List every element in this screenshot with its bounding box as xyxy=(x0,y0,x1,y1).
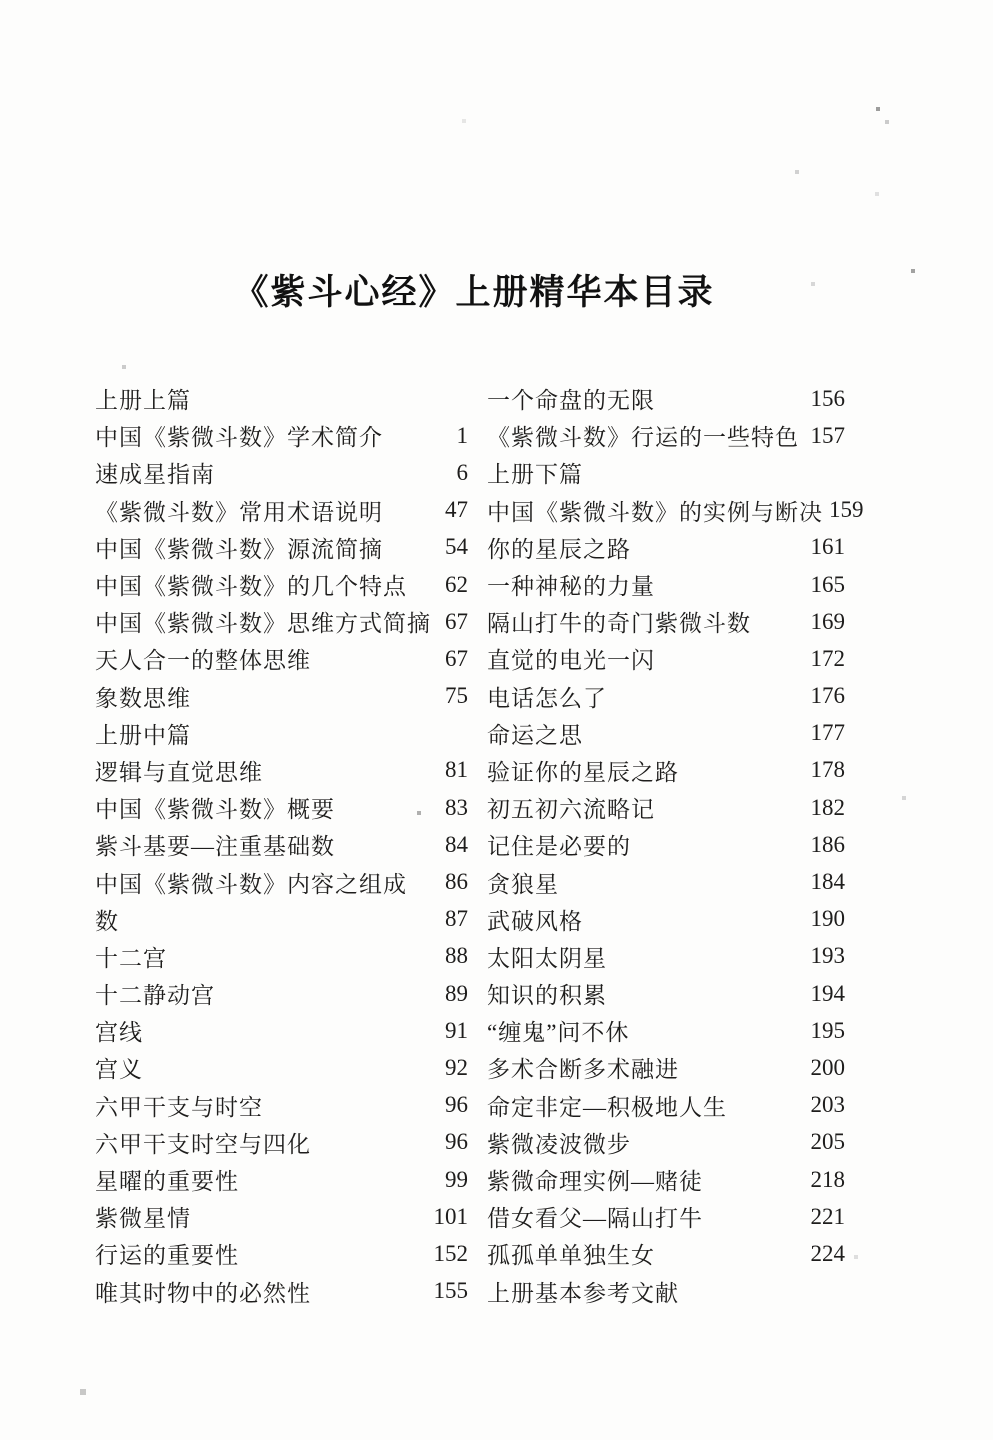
toc-entry-page-number: 152 xyxy=(433,1240,468,1266)
toc-entry-page-number: 172 xyxy=(810,645,845,671)
toc-entry-page-number: 161 xyxy=(810,534,845,560)
toc-entry xyxy=(487,678,845,715)
toc-entry xyxy=(95,901,468,938)
toc-entry xyxy=(487,603,845,640)
toc-entry xyxy=(487,1012,845,1049)
toc-entry-title: 武破风格 xyxy=(487,908,583,934)
toc-entry-title: 天人合一的整体思维 xyxy=(95,648,311,674)
toc-entry-title: 上册下篇 xyxy=(487,462,583,488)
toc-entry-page-number: 47 xyxy=(445,497,468,523)
toc-entry-page-number: 83 xyxy=(445,794,468,820)
toc-entry xyxy=(487,380,845,417)
toc-entry xyxy=(487,1087,845,1124)
toc-entry xyxy=(487,901,845,938)
toc-entry xyxy=(95,603,468,640)
toc-entry-title: 宫线 xyxy=(95,1020,143,1046)
toc-entry-title: 你的星辰之路 xyxy=(487,536,631,562)
toc-entry-title: 借女看父—隔山打牛 xyxy=(487,1206,703,1232)
toc-entry-title: 中国《紫微斗数》学术简介 xyxy=(95,425,383,451)
toc-entry xyxy=(487,492,864,529)
toc-entry-page-number: 221 xyxy=(810,1203,845,1229)
toc-entry-title: 星曜的重要性 xyxy=(95,1169,239,1195)
toc-entry-page-number: 177 xyxy=(810,720,845,746)
toc-entry xyxy=(487,529,845,566)
toc-entry-page-number: 186 xyxy=(810,831,845,857)
toc-entry-title: 一个命盘的无限 xyxy=(487,388,655,414)
toc-entry-page-number: 193 xyxy=(810,943,845,969)
toc-entry-page-number: 195 xyxy=(810,1017,845,1043)
toc-entry-title: 唯其时物中的必然性 xyxy=(95,1280,311,1306)
toc-entry xyxy=(487,1049,845,1086)
toc-entry-page-number: 92 xyxy=(445,1054,468,1080)
toc-right-column xyxy=(487,380,864,1310)
toc-entry xyxy=(95,1235,468,1272)
toc-entry-page-number: 184 xyxy=(810,869,845,895)
toc-entry xyxy=(95,640,468,677)
toc-entry xyxy=(95,454,468,491)
toc-entry-title: 逻辑与直觉思维 xyxy=(95,759,263,785)
toc-entry-title: 电话怎么了 xyxy=(487,685,607,711)
toc-entry-page-number: 84 xyxy=(445,831,468,857)
toc-entry xyxy=(95,1124,468,1161)
toc-entry-title: 上册上篇 xyxy=(95,388,191,414)
toc-entry xyxy=(487,826,845,863)
toc-entry-page-number: 157 xyxy=(810,422,845,448)
toc-entry xyxy=(487,1124,845,1161)
toc-entry-page-number: 224 xyxy=(810,1240,845,1266)
toc-entry xyxy=(95,715,468,752)
toc-entry-title: 中国《紫微斗数》源流简摘 xyxy=(95,536,383,562)
toc-entry xyxy=(95,566,468,603)
toc-entry-title: 行运的重要性 xyxy=(95,1243,239,1269)
toc-entry-page-number: 81 xyxy=(445,757,468,783)
toc-entry-title: 太阳太阴星 xyxy=(487,945,607,971)
toc-entry-title: 中国《紫微斗数》的几个特点 xyxy=(95,574,407,600)
toc-entry xyxy=(487,1161,845,1198)
toc-entry-page-number: 200 xyxy=(810,1054,845,1080)
toc-entry xyxy=(95,1198,468,1235)
toc-entry-title: 直觉的电光一闪 xyxy=(487,648,655,674)
toc-entry-page-number: 176 xyxy=(810,683,845,709)
toc-entry-title: 知识的积累 xyxy=(487,983,607,1009)
toc-entry xyxy=(95,678,468,715)
toc-entry-page-number: 178 xyxy=(810,757,845,783)
toc-entry-page-number: 54 xyxy=(445,534,468,560)
toc-entry-title: 验证你的星辰之路 xyxy=(487,759,679,785)
toc-entry xyxy=(487,1235,845,1272)
toc-entry-title: 一种神秘的力量 xyxy=(487,574,655,600)
toc-entry xyxy=(95,1012,468,1049)
toc-entry-title: 象数思维 xyxy=(95,685,191,711)
page-title: 《紫斗心经》上册精华本目录 xyxy=(233,273,715,312)
toc-entry xyxy=(95,975,468,1012)
toc-entry-title: 紫斗基要—注重基础数 xyxy=(95,834,335,860)
toc-entry xyxy=(487,789,845,826)
toc-entry xyxy=(487,566,845,603)
toc-entry xyxy=(95,752,468,789)
toc-entry-page-number: 182 xyxy=(810,794,845,820)
toc-entry-page-number: 159 xyxy=(829,497,864,523)
toc-entry-title: 数 xyxy=(95,908,119,934)
toc-entry-title: 中国《紫微斗数》内容之组成 xyxy=(95,871,407,897)
toc-entry xyxy=(487,938,845,975)
toc-left-column xyxy=(95,380,468,1310)
toc-entry-page-number: 96 xyxy=(445,1092,468,1118)
toc-entry-title: 紫微命理实例—赌徒 xyxy=(487,1169,703,1195)
toc-entry xyxy=(95,1273,468,1310)
toc-entry-page-number: 86 xyxy=(445,869,468,895)
toc-entry-title: 上册基本参考文献 xyxy=(487,1280,679,1306)
toc-entry xyxy=(487,752,845,789)
toc-entry-title: 紫微凌波微步 xyxy=(487,1131,631,1157)
toc-entry-page-number: 101 xyxy=(433,1203,468,1229)
scan-noise-specks xyxy=(0,0,2,2)
toc-entry-title: “缠鬼”问不休 xyxy=(487,1020,630,1046)
toc-entry-page-number: 67 xyxy=(445,608,468,634)
toc-entry-title: 初五初六流略记 xyxy=(487,797,655,823)
toc-entry xyxy=(487,715,845,752)
toc-entry-title: 《紫微斗数》常用术语说明 xyxy=(95,499,383,525)
toc-entry-page-number: 67 xyxy=(445,645,468,671)
toc-entry-title: 命定非定—积极地人生 xyxy=(487,1094,727,1120)
toc-entry-page-number: 75 xyxy=(445,683,468,709)
toc-entry-page-number: 89 xyxy=(445,980,468,1006)
toc-entry xyxy=(95,529,468,566)
toc-entry-title: 紫微星情 xyxy=(95,1206,191,1232)
toc-entry-page-number: 6 xyxy=(456,459,468,485)
toc-entry xyxy=(487,454,845,491)
toc-entry-page-number: 205 xyxy=(810,1129,845,1155)
toc-entry-title: 中国《紫微斗数》思维方式简摘 xyxy=(95,611,431,637)
toc-entry-title: 宫义 xyxy=(95,1057,143,1083)
toc-entry-title: 六甲干支时空与四化 xyxy=(95,1131,311,1157)
toc-entry-page-number: 62 xyxy=(445,571,468,597)
toc-entry xyxy=(95,938,468,975)
toc-entry-page-number: 169 xyxy=(810,608,845,634)
toc-entry xyxy=(487,1198,845,1235)
toc-entry-title: 十二宫 xyxy=(95,945,167,971)
toc-entry xyxy=(487,417,845,454)
toc-entry xyxy=(487,1273,845,1310)
toc-entry xyxy=(487,975,845,1012)
toc-entry-title: 《紫微斗数》行运的一些特色 xyxy=(487,425,799,451)
toc-entry-page-number: 218 xyxy=(810,1166,845,1192)
toc-columns xyxy=(95,380,993,1310)
toc-entry-page-number: 156 xyxy=(810,385,845,411)
toc-entry-title: 记住是必要的 xyxy=(487,834,631,860)
toc-entry-page-number: 165 xyxy=(810,571,845,597)
toc-entry xyxy=(95,417,468,454)
toc-entry xyxy=(487,863,845,900)
toc-entry-page-number: 91 xyxy=(445,1017,468,1043)
toc-entry-page-number: 96 xyxy=(445,1129,468,1155)
toc-entry-page-number: 155 xyxy=(433,1278,468,1304)
toc-entry-title: 六甲干支与时空 xyxy=(95,1094,263,1120)
toc-entry-title: 中国《紫微斗数》概要 xyxy=(95,797,335,823)
toc-entry-page-number: 87 xyxy=(445,906,468,932)
toc-entry-page-number: 203 xyxy=(810,1092,845,1118)
toc-entry-title: 中国《紫微斗数》的实例与断决 xyxy=(487,499,823,525)
toc-entry xyxy=(95,1049,468,1086)
toc-entry-title: 多术合断多术融进 xyxy=(487,1057,679,1083)
toc-entry-title: 命运之思 xyxy=(487,722,583,748)
toc-entry-title: 隔山打牛的奇门紫微斗数 xyxy=(487,611,751,637)
toc-entry-title: 贪狼星 xyxy=(487,871,559,897)
toc-entry xyxy=(95,1161,468,1198)
toc-entry-page-number: 99 xyxy=(445,1166,468,1192)
toc-entry xyxy=(95,1087,468,1124)
toc-entry xyxy=(95,380,468,417)
toc-entry xyxy=(487,640,845,677)
toc-entry-page-number: 190 xyxy=(810,906,845,932)
toc-entry-title: 十二静动宫 xyxy=(95,983,215,1009)
toc-entry xyxy=(95,492,468,529)
toc-entry-title: 孤孤单单独生女 xyxy=(487,1243,655,1269)
toc-entry xyxy=(95,863,468,900)
toc-entry xyxy=(95,789,468,826)
toc-entry-page-number: 194 xyxy=(810,980,845,1006)
toc-entry-title: 上册中篇 xyxy=(95,722,191,748)
toc-entry xyxy=(95,826,468,863)
toc-entry-page-number: 1 xyxy=(456,422,468,448)
toc-entry-page-number: 88 xyxy=(445,943,468,969)
toc-entry-title: 速成星指南 xyxy=(95,462,215,488)
